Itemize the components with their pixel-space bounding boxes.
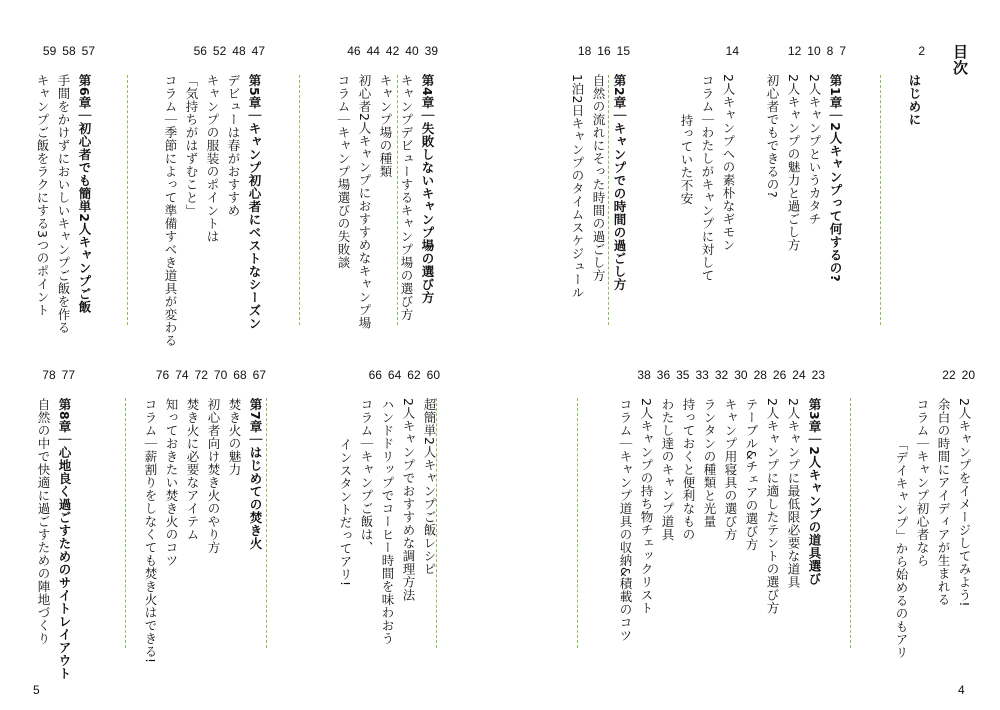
toc-page-number: 10 [807,44,821,58]
toc-entry[interactable]: 2人キャンプというカタチ [807,74,822,226]
section-lines [140,398,266,664]
toc-page-number: 42 [385,44,400,58]
toc-page-number: 14 [725,44,739,58]
chapter-heading[interactable]: 第5章｜キャンプ初心者にベストなシーズン [247,74,262,331]
chapter-heading[interactable]: 第8章｜心地良く過ごすためのサイトレイアウト [57,398,72,681]
toc-page-number: 40 [405,44,419,58]
section-lines [676,74,739,282]
toc-page-number: 16 [597,44,611,58]
toc-page-number: 30 [734,368,748,382]
page-number-right: 4 [958,683,965,697]
toc-entry[interactable]: キャンプ場の種類 [378,74,393,178]
toc-page-number: 76 [155,368,170,382]
column-entry[interactable]: コラム｜キャンプ道具の収納&積載のコツ [618,398,633,643]
toc-entry[interactable]: 2人キャンプをイメージしてみよう! [957,398,972,607]
toc-entry[interactable]: 持っていた不安 [679,114,694,205]
section-lines [335,398,440,645]
toc-entry[interactable]: キャンプ用寝具の選び方 [723,398,738,541]
toc-page-number: 78 [42,368,56,382]
toc-page-number: 57 [81,44,95,58]
toc-page-number: 68 [233,368,247,382]
page-numbers [726,44,739,58]
section-divider [880,75,881,325]
toc-page-number: 24 [792,368,806,382]
page-numbers [788,44,846,58]
page-numbers [43,44,95,58]
toc-entry[interactable]: 知っておきたい焚き火のコツ [164,398,179,567]
page-numbers [194,44,265,58]
toc-entry[interactable]: 自然の流れにそった時間の過ごし方 [591,74,606,282]
toc-section [30,368,75,681]
toc-page-number: 62 [407,368,421,382]
toc-section [318,44,438,344]
section-lines [762,74,846,282]
toc-page-number: 58 [62,44,76,58]
column-entry[interactable]: コラム｜わたしがキャンプに対して [700,74,715,282]
toc-entry[interactable]: 2人キャンプの持ち物チェックリスト [639,398,654,615]
toc-entry[interactable]: 2人キャンプでおすすめな調理方法 [401,398,416,602]
section-lines [567,74,630,299]
page-numbers [156,368,266,382]
toc-entry[interactable]: キャンプご飯をラクにする3つのポイント [35,74,50,317]
page-numbers [369,368,440,382]
toc-entry[interactable]: 焚き火に必要なアイテム [185,398,200,541]
toc-entry[interactable]: キャンプの服装のポイントは [205,74,220,243]
chapter-heading[interactable]: はじめに [907,74,922,126]
column-entry[interactable]: コラム｜キャンプ場選びの失敗談 [336,74,351,269]
toc-page-number: 77 [61,368,75,382]
toc-section [550,44,630,344]
page-number-left: 5 [33,683,40,697]
toc-title: 目次 [951,44,969,76]
toc-page-number: 44 [366,44,380,58]
toc-page-number: 2 [918,44,925,58]
section-lines [615,398,825,642]
toc-entry[interactable]: 初心者向け焚き火のやり方 [206,398,221,554]
chapter-heading[interactable]: 第2章｜キャンプでの時間の過ごし方 [612,74,627,292]
toc-page-number: 56 [193,44,207,58]
toc-page-number: 26 [772,368,787,382]
toc-page-number: 22 [942,368,956,382]
toc-section [136,368,266,668]
toc-page-number: 60 [426,368,440,382]
toc-entry[interactable]: キャンプデビューするキャンプ場の選び方 [399,74,414,321]
toc-entry[interactable]: 1泊2日キャンプのタイムスケジュール [570,74,585,299]
toc-page-number: 67 [252,368,266,382]
toc-page-number: 20 [961,368,975,382]
page-numbers [637,368,825,382]
chapter-heading[interactable]: 第6章｜初心者でも簡単2人キャンプご飯 [77,74,92,314]
chapter-heading[interactable]: 第7章｜はじめての焚き火 [248,398,263,551]
toc-page-number: 48 [232,44,246,58]
toc-section [746,44,846,344]
toc-page-number: 72 [194,368,208,382]
toc-section [895,44,925,344]
toc-entry[interactable]: 「デイキャンプ」から始めるのもアリ [894,438,909,659]
toc-page-number: 8 [826,44,834,58]
toc-section [150,44,265,347]
toc-page-number: 70 [213,368,228,382]
section-lines [333,74,438,329]
toc-entry[interactable]: ハンドドリップでコーヒー時間を味わおう [380,398,395,645]
section-divider [577,398,578,648]
section-divider [125,398,126,648]
toc-entry[interactable]: 焚き火の魅力 [227,398,242,476]
column-entry[interactable]: コラム｜季節によって準備すべき道具が変わる [163,74,178,347]
toc-page-number: 23 [811,368,825,382]
toc-page-number: 64 [387,368,402,382]
column-entry[interactable]: コラム｜薪割りをしなくても焚き火はできる! [143,398,158,664]
toc-entry[interactable]: インスタントだってアリ! [338,438,353,587]
section-lines [904,74,925,126]
toc-entry[interactable]: わたし達のキャンプ道具 [660,398,675,541]
section-divider [266,398,267,648]
toc-entry[interactable]: 初心者でもできるの? [765,74,780,199]
toc-page-number: 36 [656,368,671,382]
section-lines [891,398,975,659]
toc-page-number: 47 [251,44,265,58]
toc-section [30,44,95,344]
toc-entry[interactable]: 超簡単2人キャンプご飯レシピ [422,398,437,576]
toc-entry[interactable]: 2人キャンプへの素朴なギモン [721,74,736,252]
section-divider [127,75,128,325]
toc-entry[interactable]: 2人キャンプに適したテントの選び方 [765,398,780,615]
toc-page-number: 7 [839,44,846,58]
section-divider [299,75,300,325]
section-lines [33,398,75,680]
toc-page-number: 12 [787,44,802,58]
section-lines [32,74,95,334]
toc-page-number: 66 [368,368,382,382]
toc-entry[interactable]: 初心者2人キャンプにおすすめなキャンプ場 [357,74,372,330]
column-entry[interactable]: コラム｜キャンプご飯は、 [359,398,374,554]
toc-page-number: 15 [616,44,630,58]
toc-section [880,368,975,668]
toc-entry[interactable]: 2人キャンプの魅力と過ごし方 [786,74,801,252]
toc-page-number: 46 [347,44,361,58]
toc-page-number: 39 [424,44,438,58]
page-numbers [942,368,975,382]
toc-entry[interactable]: テーブル&チェアの選び方 [744,398,759,552]
chapter-heading[interactable]: 第4章｜失敗しないキャンプ場の選び方 [420,74,435,305]
toc-entry[interactable]: 「気持ちがはずむこと」 [184,74,199,217]
toc-page-number: 35 [676,368,690,382]
toc-section [338,368,440,668]
toc-page-number: 52 [212,44,227,58]
section-lines [160,74,265,347]
toc-entry[interactable]: 手間をかけずにおいしいキャンプご飯を作る [56,74,71,334]
toc-page-number: 33 [695,368,709,382]
section-divider [850,398,851,648]
chapter-heading[interactable]: 第1章｜2人キャンプって何するの? [828,74,843,283]
column-entry[interactable]: コラム｜キャンプ初心者なら [915,398,930,567]
page-numbers [918,44,925,58]
toc-entry[interactable]: 余白の時間にアイディアが生まれる [936,398,951,606]
toc-page-number: 74 [175,368,189,382]
toc-entry[interactable]: 持っておくと便利なもの [681,398,696,541]
toc-section [605,368,825,668]
toc-page-number: 28 [753,368,767,382]
chapter-heading[interactable]: 第3章｜2人キャンプの道具選び [807,398,822,586]
toc-page-number: 32 [714,368,729,382]
page-numbers [347,44,438,58]
toc-entry[interactable]: デビューは春がおすすめ [226,74,241,217]
toc-page-number: 38 [637,368,651,382]
page-numbers [578,44,630,58]
page-numbers [42,368,75,382]
toc-section [673,44,739,344]
toc-page-number: 59 [42,44,57,58]
toc-entry[interactable]: 2人キャンプに最低限必要な道具 [786,398,801,589]
toc-entry[interactable]: 自然の中で快適に過ごすための陣地づくり [36,398,51,645]
toc-page-number: 18 [577,44,592,58]
toc-entry[interactable]: ランタンの種類と光量 [702,398,717,528]
